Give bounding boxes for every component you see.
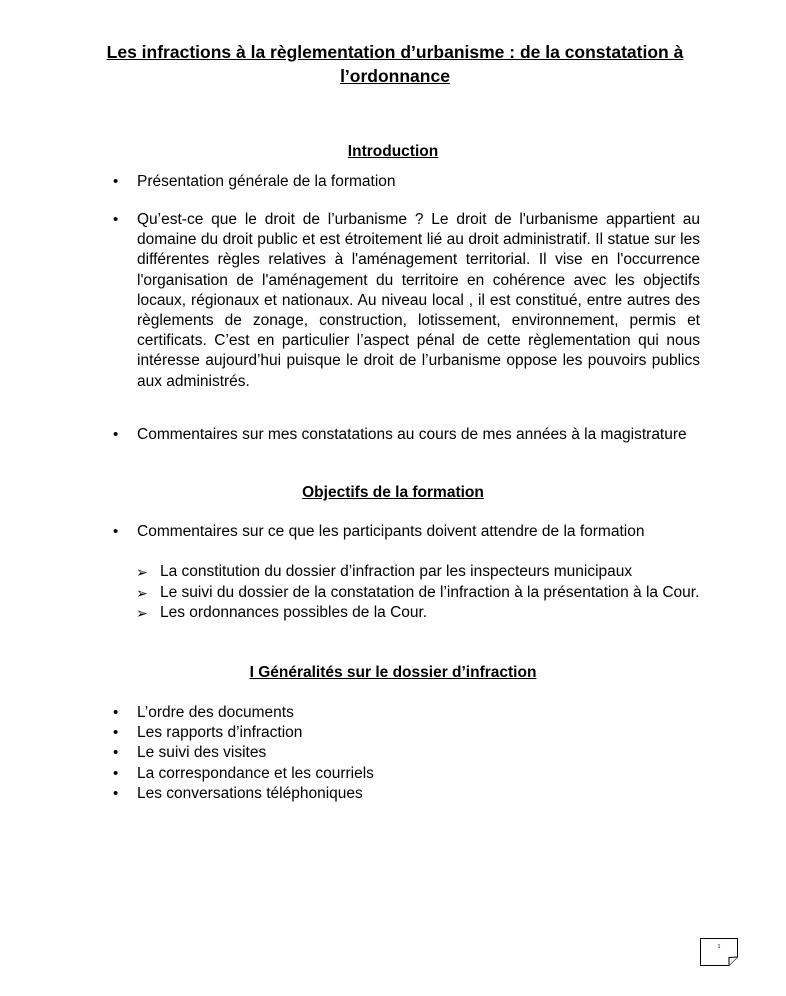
- list-item: [0, 703, 700, 723]
- list-item-text: Présentation générale de la formation: [137, 173, 396, 190]
- arrow-bullet-icon: ➢: [136, 584, 148, 601]
- sublist-item: [0, 583, 786, 604]
- bullet-dot-icon: •: [113, 764, 119, 782]
- bullet-dot-icon: •: [113, 744, 119, 762]
- section-heading-introduction: Introduction: [347, 143, 439, 160]
- bullet-dot-icon: •: [113, 426, 119, 443]
- list-item: [0, 522, 700, 542]
- sublist-item-text: Le suivi du dossier de la constatation de l’infraction à la présentation à la Cour.: [160, 583, 700, 601]
- sublist-item-text: Les ordonnances possibles de la Cour.: [160, 604, 428, 621]
- bullet-dot-icon: •: [113, 784, 119, 802]
- bullet-dot-icon: •: [113, 724, 119, 742]
- section-heading-objectifs: Objectifs de la formation: [302, 484, 484, 501]
- sublist-item-text: La constitution du dossier d’infraction par les inspecteurs municipaux: [160, 563, 633, 580]
- intro-list: [0, 172, 786, 192]
- generalites-list: [0, 703, 786, 804]
- list-item-text: Le suivi des visites: [137, 744, 267, 762]
- arrow-bullet-icon: ➢: [136, 564, 148, 580]
- list-item: [0, 784, 700, 804]
- intro-list-definition: [0, 210, 786, 392]
- list-item-text: La correspondance et les courriels: [137, 764, 374, 782]
- list-item: [0, 743, 700, 763]
- document-title: Les infractions à la règlementation d’urbanisme : de la constatation à l’ordonnance: [106, 42, 684, 86]
- list-item-text: Les rapports d’infraction: [137, 724, 303, 742]
- list-item-text: Commentaires sur mes constatations au cours de mes années à la magistrature: [137, 426, 687, 443]
- bullet-dot-icon: •: [113, 523, 119, 540]
- page-number: 1: [717, 944, 721, 950]
- list-item-text: Les conversations téléphoniques: [137, 784, 363, 802]
- intro-list-commentaires: [0, 425, 786, 445]
- list-item: [0, 764, 700, 784]
- list-item: [0, 210, 700, 392]
- objectifs-list: [0, 522, 786, 542]
- bullet-dot-icon: •: [113, 704, 119, 721]
- list-item-text: Qu’est-ce que le droit de l’urbanisme ? Le droit de l'urbanisme appartient au domaine du droit public et est étroitement lié au droit administratif. Il statue sur les différentes règles relatives à l'aménagement territorial. Il vise en l'occurrence l'organisation de l'aménagement du territoire en cohérence avec les objectifs locaux, régionaux et nationaux. Au niveau local , il est constitué, entre autres des règlements de zonage, construction, lotissement, environnement, permis et certificats. C’est en particulier l’aspect pénal de cette règlementation qui nous intéresse aujourd’hui puisque le droit de l’urbanisme oppose les pouvoirs publics aux administrés.: [137, 211, 700, 390]
- list-item: [0, 425, 700, 445]
- list-item-text: L’ordre des documents: [137, 704, 294, 721]
- arrow-bullet-icon: ➢: [136, 605, 148, 621]
- list-item: [0, 172, 700, 192]
- bullet-dot-icon: •: [113, 211, 119, 228]
- sublist-item: [0, 562, 786, 583]
- bullet-dot-icon: •: [113, 173, 119, 190]
- list-item-text: Commentaires sur ce que les participants doivent attendre de la formation: [137, 523, 645, 540]
- sublist-item: [0, 603, 786, 624]
- objectifs-sublist: [0, 562, 786, 624]
- section-heading-generalites: I Généralités sur le dossier d’infraction: [249, 664, 537, 681]
- folded-page-icon: [700, 938, 738, 966]
- list-item: [0, 723, 700, 743]
